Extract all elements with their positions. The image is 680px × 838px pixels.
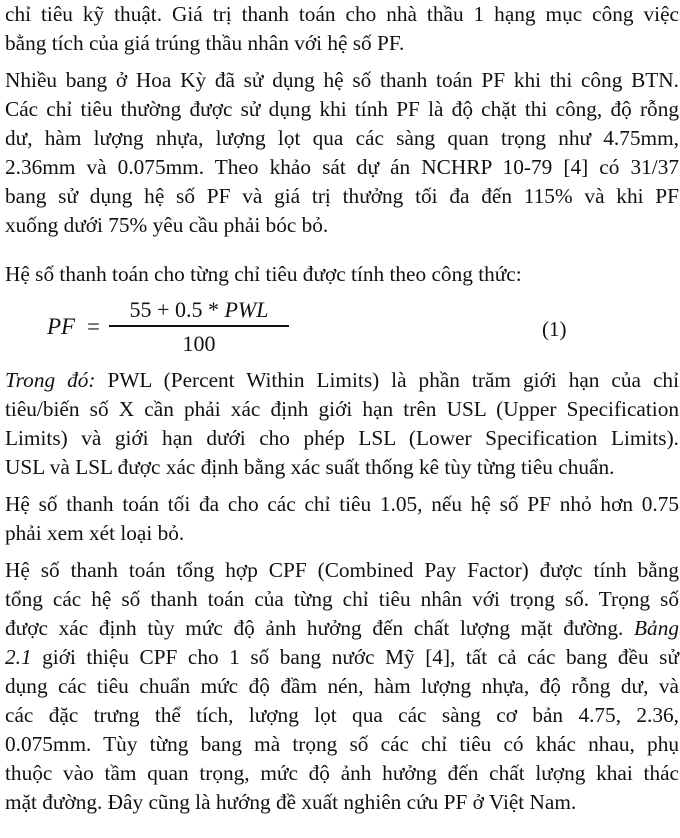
equation-denominator: 100 xyxy=(182,331,216,356)
numerator-variable: PWL xyxy=(224,297,269,322)
text-line: Hệ số thanh toán tối đa cho các chỉ tiêu 1.05, nếu hệ số PF nhỏ hơn 0.75 xyxy=(5,492,679,516)
equation-pf xyxy=(47,296,647,360)
text-line xyxy=(5,366,679,395)
paragraph-us-states-pf xyxy=(5,66,679,240)
equation-number: (1) xyxy=(542,317,567,341)
table-reference-italic: 2.1 xyxy=(5,645,32,669)
text-line: mặt đường. Đây cũng là hướng đề xuất nghiên cứu PF ở Việt Nam. xyxy=(5,790,577,814)
text-line: 2.36mm và 0.075mm. Theo khảo sát dự án NCHRP 10-79 [4] có 31/37 xyxy=(5,155,679,179)
fraction-bar xyxy=(109,325,289,327)
text-line: các đặc trưng thể tích, lượng lọt qua các sàng cơ bản 4.75, 2.36, xyxy=(5,703,679,727)
italic-lead: Trong đó: xyxy=(5,368,96,392)
text-line: thuộc vào tầm quan trọng, mức độ ảnh hưởng đến chất lượng khai thác xyxy=(5,761,679,785)
text-line: 0.075mm. Tùy từng bang mà trọng số các chỉ tiêu có khác nhau, phụ xyxy=(5,732,679,756)
paragraph-max-pay-factor xyxy=(5,490,679,548)
text-line: USL và LSL được xác định bằng xác suất thống kê tùy từng tiêu chuẩn. xyxy=(5,455,615,479)
text-line xyxy=(5,614,679,643)
text-fragment: PWL (Percent Within Limits) là phần trăm giới hạn của chỉ xyxy=(95,368,679,392)
text-fragment: giới thiệu CPF cho 1 số bang nước Mỹ [4], tất cả các bang đều sử xyxy=(31,645,679,669)
paragraph-pwl-definition xyxy=(5,366,679,482)
equation-fraction xyxy=(109,296,289,358)
text-line: bằng tích của giá trúng thầu nhân với hệ số PF. xyxy=(5,31,405,55)
text-line: phải xem xét loại bỏ. xyxy=(5,521,185,545)
equation-equals: = xyxy=(87,314,100,339)
paragraph-payment-value xyxy=(5,0,679,58)
paragraph-cpf xyxy=(5,556,679,817)
text-line: Hệ số thanh toán cho từng chỉ tiêu được tính theo công thức: xyxy=(5,262,522,286)
equation-lhs: PF xyxy=(47,314,76,339)
text-line: Limits) và giới hạn dưới cho phép LSL (Lower Specification Limits). xyxy=(5,426,679,450)
equation-numerator xyxy=(109,296,289,324)
paragraph-formula-intro xyxy=(5,260,679,289)
text-line: Các chỉ tiêu thường được sử dụng khi tính PF là độ chặt thi công, độ rỗng xyxy=(5,97,679,121)
text-line: Hệ số thanh toán tổng hợp CPF (Combined Pay Factor) được tính bằng xyxy=(5,558,679,582)
table-reference-italic: Bảng xyxy=(634,616,679,640)
numerator-constant: 55 + 0.5 * xyxy=(129,297,225,322)
text-line: tiêu/biến số X cần phải xác định giới hạn trên USL (Upper Specification xyxy=(5,397,679,421)
text-line: Nhiều bang ở Hoa Kỳ đã sử dụng hệ số thanh toán PF khi thi công BTN. xyxy=(5,68,679,92)
text-line: xuống dưới 75% yêu cầu phải bóc bỏ. xyxy=(5,213,329,237)
text-line: tổng các hệ số thanh toán của từng chỉ tiêu nhân với trọng số. Trọng số xyxy=(5,587,679,611)
text-line xyxy=(5,643,679,672)
text-line: chỉ tiêu kỹ thuật. Giá trị thanh toán cho nhà thầu 1 hạng mục công việc xyxy=(5,2,679,26)
text-line: dư, hàm lượng nhựa, lượng lọt qua các sàng quan trọng như 4.75mm, xyxy=(5,126,679,150)
text-line: bang sử dụng hệ số PF và giá trị thưởng tối đa đến 115% và khi PF xyxy=(5,184,679,208)
text-line: dụng các tiêu chuẩn mức độ đầm nén, hàm lượng nhựa, độ rỗng dư, và xyxy=(5,674,679,698)
text-fragment: được xác định tùy mức độ ảnh hưởng đến chất lượng mặt đường. xyxy=(5,616,635,640)
